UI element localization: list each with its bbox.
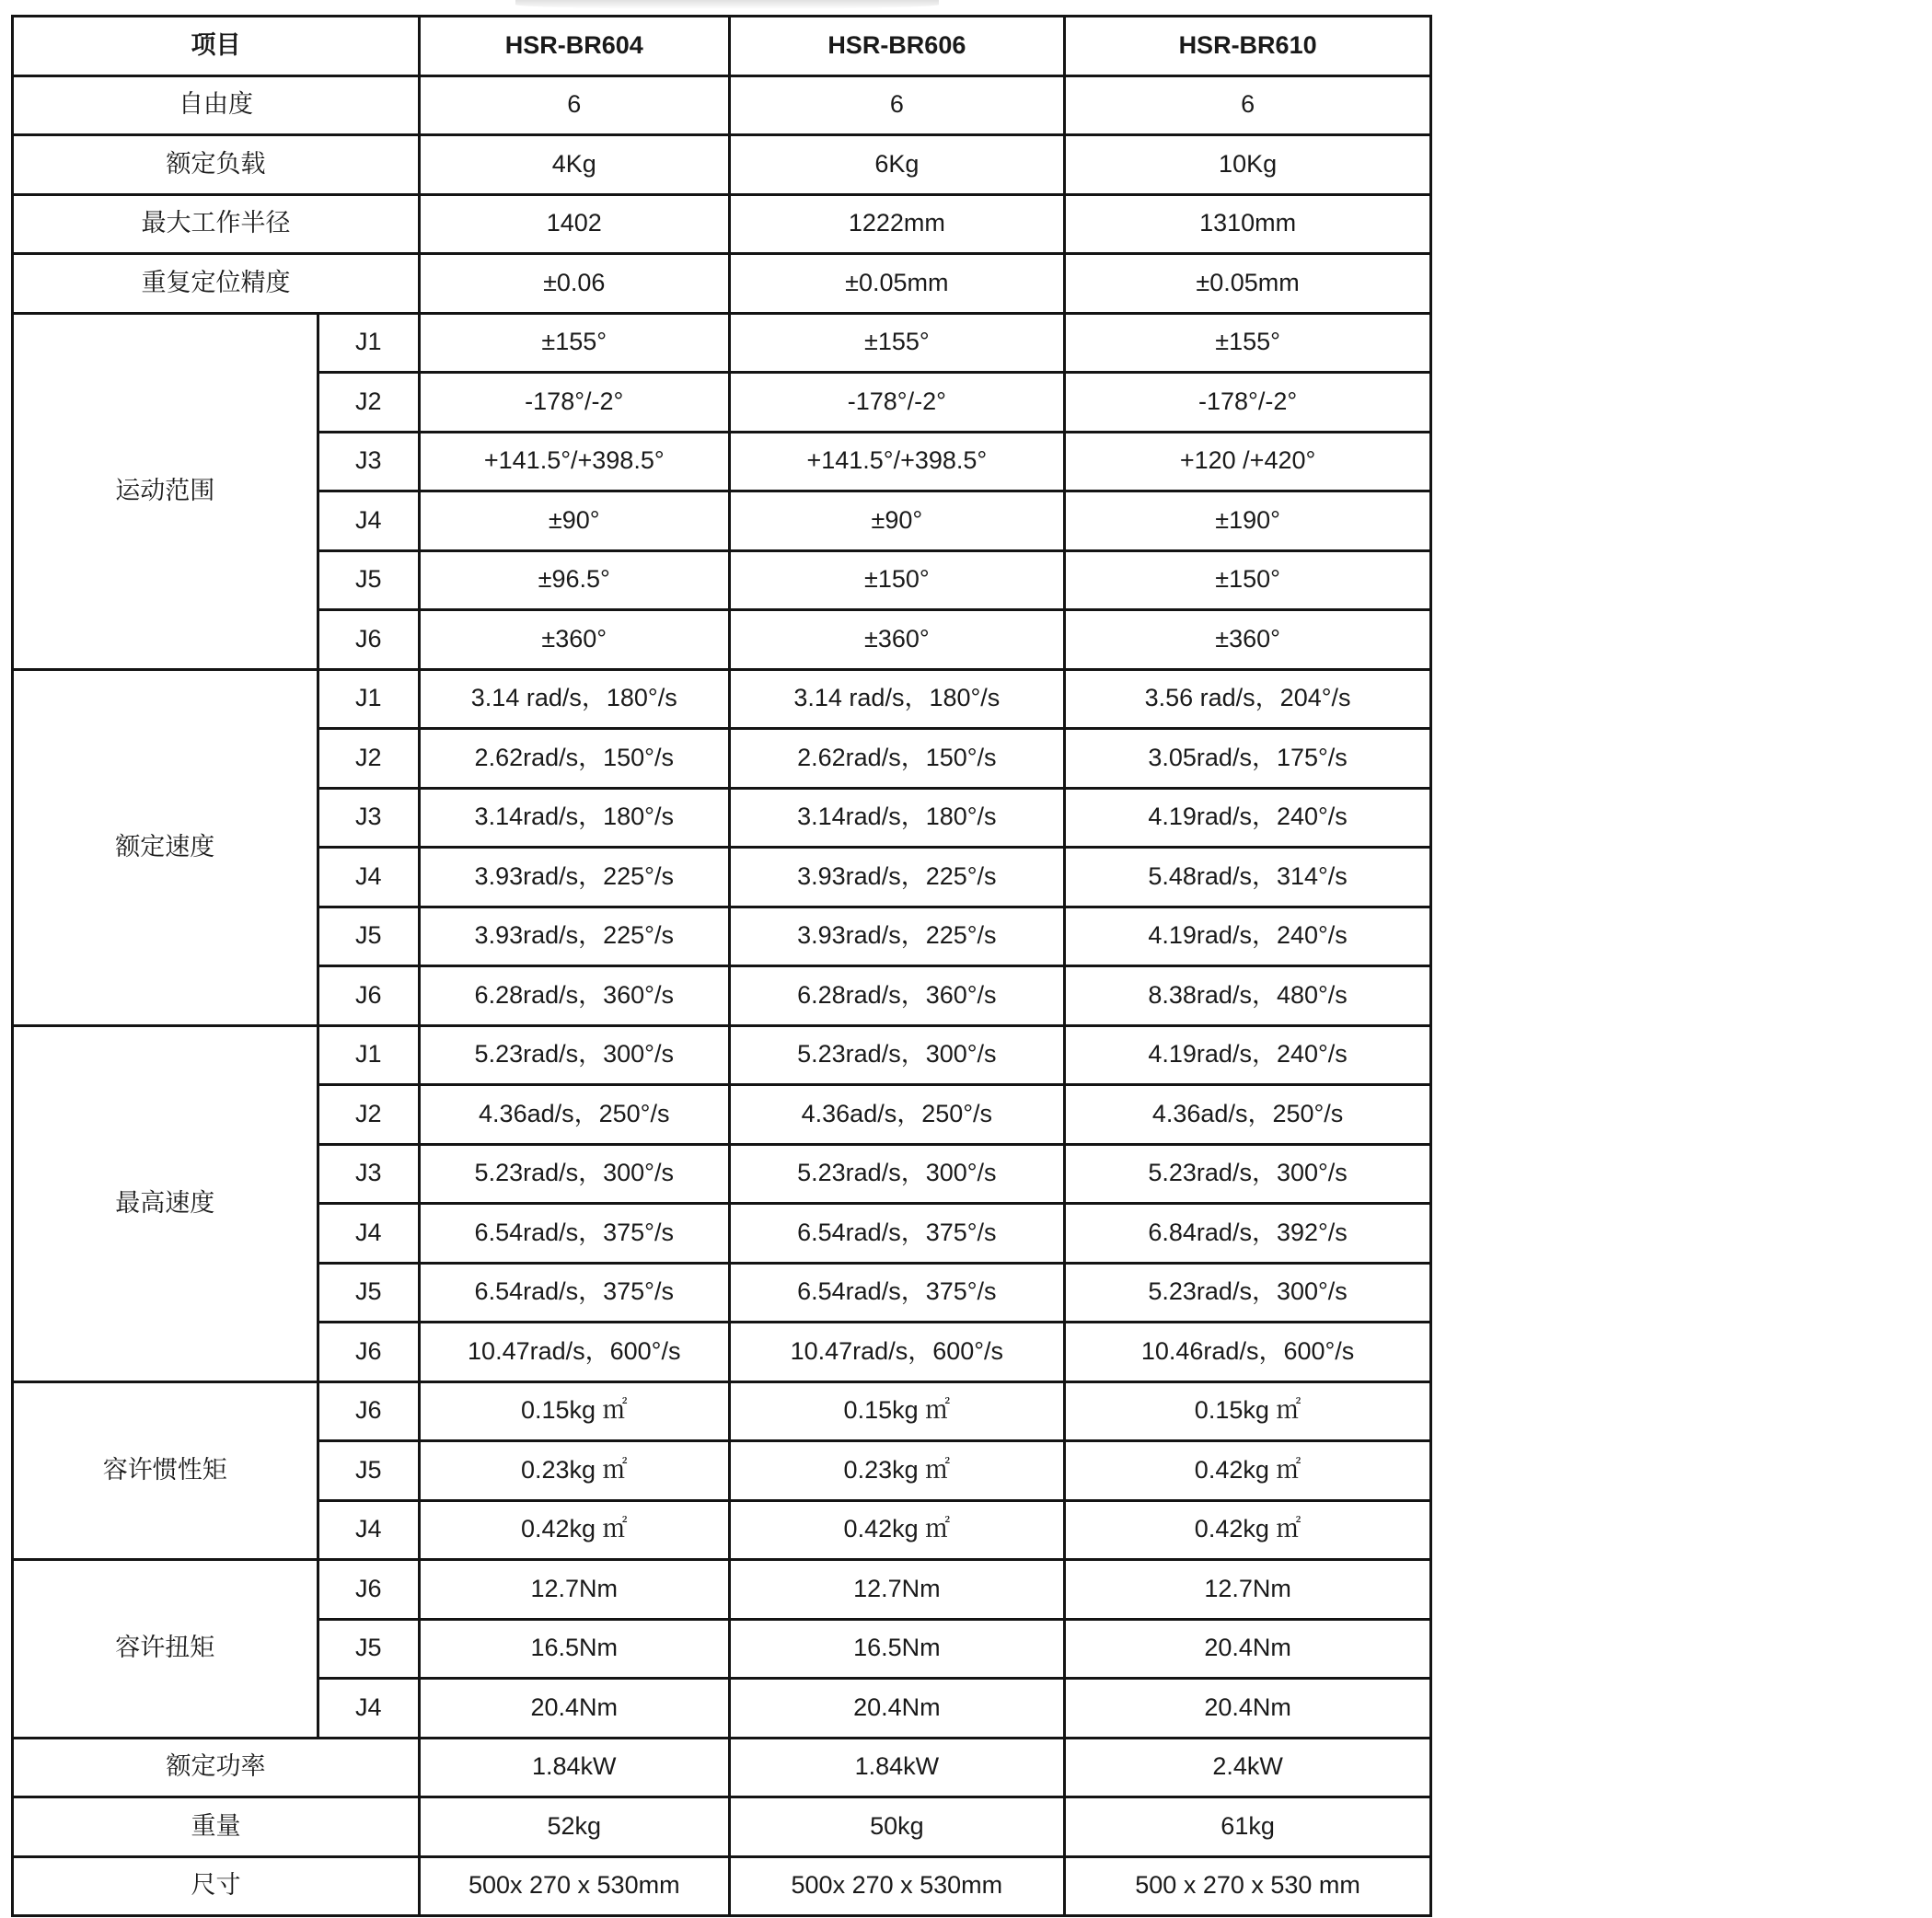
joint-label: J1 [318,1025,420,1085]
value-cell: 3.56 rad/s，204°/s [1065,669,1431,729]
group-label: 容许扭矩 [13,1560,318,1739]
value-cell: 10Kg [1065,135,1431,195]
spec-row [13,1560,1431,1620]
value-cell: 0.23kg ㎡ [420,1441,730,1501]
joint-label: J6 [318,1323,420,1382]
value-cell: ±0.05mm [1065,254,1431,314]
value-cell: 5.23rad/s，300°/s [729,1025,1065,1085]
value-cell: 6.28rad/s，360°/s [420,966,730,1026]
joint-label: J5 [318,907,420,966]
value-cell: 500 x 270 x 530 mm [1065,1856,1431,1916]
value-cell: ±0.06 [420,254,730,314]
value-cell: ±155° [420,313,730,373]
row-label: 最大工作半径 [13,194,420,254]
value-cell: 6.84rad/s，392°/s [1065,1204,1431,1264]
value-cell: 50kg [729,1797,1065,1857]
spec-row [13,75,1431,135]
value-cell: 5.23rad/s，300°/s [1065,1144,1431,1204]
value-cell: 3.14 rad/s，180°/s [729,669,1065,729]
value-cell: 0.15kg ㎡ [420,1381,730,1441]
joint-label: J2 [318,373,420,433]
value-cell: 4.36ad/s，250°/s [420,1085,730,1145]
value-cell: 4.36ad/s，250°/s [729,1085,1065,1145]
value-cell: ±360° [729,610,1065,670]
value-cell: 5.48rad/s，314°/s [1065,848,1431,907]
value-cell: 0.42kg ㎡ [1065,1500,1431,1560]
value-cell: 20.4Nm [420,1679,730,1739]
group-label: 额定速度 [13,669,318,1025]
spec-row [13,1856,1431,1916]
value-cell: ±155° [1065,313,1431,373]
value-cell: ±96.5° [420,550,730,610]
value-cell: 8.38rad/s，480°/s [1065,966,1431,1026]
spec-table-body [13,17,1431,1916]
value-cell: 1.84kW [729,1738,1065,1797]
value-cell: 6Kg [729,135,1065,195]
group-label: 最高速度 [13,1025,318,1381]
value-cell: -178°/-2° [1065,373,1431,433]
value-cell: ±150° [1065,550,1431,610]
value-cell: 2.4kW [1065,1738,1431,1797]
value-cell: 3.93rad/s，225°/s [729,907,1065,966]
joint-label: J4 [318,848,420,907]
value-cell: 0.15kg ㎡ [729,1381,1065,1441]
value-cell: 2.62rad/s，150°/s [420,729,730,789]
joint-label: J4 [318,1204,420,1264]
value-cell: ±360° [420,610,730,670]
value-cell: 10.46rad/s，600°/s [1065,1323,1431,1382]
value-cell: 6.54rad/s，375°/s [729,1204,1065,1264]
value-cell: 6 [1065,75,1431,135]
value-cell: 20.4Nm [1065,1619,1431,1679]
value-cell: 4.36ad/s，250°/s [1065,1085,1431,1145]
value-cell: 4Kg [420,135,730,195]
spec-row [13,194,1431,254]
joint-label: J6 [318,1381,420,1441]
value-cell: 6.54rad/s，375°/s [420,1204,730,1264]
value-cell: ±150° [729,550,1065,610]
joint-label: J5 [318,1263,420,1323]
row-label: 额定负载 [13,135,420,195]
value-cell: 6.54rad/s，375°/s [729,1263,1065,1323]
header-model: HSR-BR610 [1065,17,1431,76]
value-cell: 5.23rad/s，300°/s [420,1144,730,1204]
value-cell: 16.5Nm [729,1619,1065,1679]
value-cell: +120 /+420° [1065,432,1431,491]
value-cell: 1.84kW [420,1738,730,1797]
spec-row [13,1025,1431,1085]
value-cell: 5.23rad/s，300°/s [420,1025,730,1085]
row-label: 重复定位精度 [13,254,420,314]
value-cell: 20.4Nm [1065,1679,1431,1739]
joint-label: J6 [318,966,420,1026]
value-cell: -178°/-2° [729,373,1065,433]
value-cell: +141.5°/+398.5° [420,432,730,491]
value-cell: 6 [420,75,730,135]
value-cell: ±360° [1065,610,1431,670]
value-cell: ±190° [1065,491,1431,551]
joint-label: J1 [318,669,420,729]
joint-label: J6 [318,610,420,670]
value-cell: 10.47rad/s，600°/s [420,1323,730,1382]
joint-label: J1 [318,313,420,373]
header-model: HSR-BR606 [729,17,1065,76]
value-cell: 16.5Nm [420,1619,730,1679]
joint-label: J2 [318,729,420,789]
value-cell: 4.19rad/s，240°/s [1065,788,1431,848]
spec-row [13,135,1431,195]
value-cell: 3.14rad/s，180°/s [729,788,1065,848]
value-cell: 0.15kg ㎡ [1065,1381,1431,1441]
value-cell: ±155° [729,313,1065,373]
value-cell: 0.42kg ㎡ [729,1500,1065,1560]
joint-label: J2 [318,1085,420,1145]
value-cell: 0.42kg ㎡ [1065,1441,1431,1501]
value-cell: 3.14rad/s，180°/s [420,788,730,848]
value-cell: 12.7Nm [729,1560,1065,1620]
header-model: HSR-BR604 [420,17,730,76]
value-cell: 5.23rad/s，300°/s [729,1144,1065,1204]
value-cell: 1402 [420,194,730,254]
header-item-label: 项目 [13,17,420,76]
joint-label: J6 [318,1560,420,1620]
value-cell: 3.93rad/s，225°/s [729,848,1065,907]
row-label: 重量 [13,1797,420,1857]
spec-row [13,1381,1431,1441]
value-cell: 4.19rad/s，240°/s [1065,907,1431,966]
value-cell: 4.19rad/s，240°/s [1065,1025,1431,1085]
value-cell: 12.7Nm [1065,1560,1431,1620]
value-cell: 2.62rad/s，150°/s [729,729,1065,789]
spec-row [13,1797,1431,1857]
top-edge-shadow [515,0,939,9]
value-cell: 5.23rad/s，300°/s [1065,1263,1431,1323]
joint-label: J3 [318,432,420,491]
group-label: 运动范围 [13,313,318,669]
joint-label: J3 [318,1144,420,1204]
value-cell: 3.05rad/s，175°/s [1065,729,1431,789]
joint-label: J5 [318,550,420,610]
value-cell: 500x 270 x 530mm [420,1856,730,1916]
value-cell: 3.93rad/s，225°/s [420,907,730,966]
joint-label: J4 [318,1679,420,1739]
row-label: 自由度 [13,75,420,135]
value-cell: 6 [729,75,1065,135]
joint-label: J3 [318,788,420,848]
value-cell: 1310mm [1065,194,1431,254]
spec-table [11,15,1432,1917]
value-cell: 0.42kg ㎡ [420,1500,730,1560]
value-cell: 61kg [1065,1797,1431,1857]
joint-label: J5 [318,1619,420,1679]
value-cell: 12.7Nm [420,1560,730,1620]
value-cell: 3.14 rad/s，180°/s [420,669,730,729]
joint-label: J4 [318,1500,420,1560]
group-label: 容许惯性矩 [13,1381,318,1560]
spec-row [13,313,1431,373]
header-row [13,17,1431,76]
joint-label: J5 [318,1441,420,1501]
value-cell: +141.5°/+398.5° [729,432,1065,491]
value-cell: 6.28rad/s，360°/s [729,966,1065,1026]
value-cell: 52kg [420,1797,730,1857]
row-label: 额定功率 [13,1738,420,1797]
spec-row [13,254,1431,314]
value-cell: 0.23kg ㎡ [729,1441,1065,1501]
value-cell: -178°/-2° [420,373,730,433]
value-cell: 500x 270 x 530mm [729,1856,1065,1916]
value-cell: 6.54rad/s，375°/s [420,1263,730,1323]
value-cell: 3.93rad/s，225°/s [420,848,730,907]
value-cell: 1222mm [729,194,1065,254]
value-cell: 10.47rad/s，600°/s [729,1323,1065,1382]
value-cell: ±0.05mm [729,254,1065,314]
value-cell: ±90° [420,491,730,551]
row-label: 尺寸 [13,1856,420,1916]
value-cell: ±90° [729,491,1065,551]
spec-row [13,669,1431,729]
value-cell: 20.4Nm [729,1679,1065,1739]
joint-label: J4 [318,491,420,551]
spec-row [13,1738,1431,1797]
